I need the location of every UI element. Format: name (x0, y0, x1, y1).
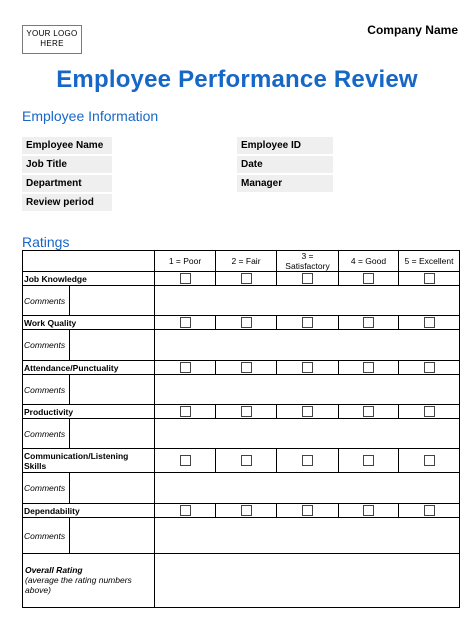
rating-checkbox[interactable] (180, 455, 191, 466)
rating-cell (216, 272, 277, 286)
rating-cell (155, 449, 216, 473)
scale-poor: 1 = Poor (155, 251, 216, 272)
ratings-header-row (23, 251, 460, 272)
rating-cell (155, 504, 216, 518)
comments-row (23, 419, 460, 449)
rating-cell (155, 361, 216, 375)
rating-cell (277, 504, 339, 518)
comments-label-cell (23, 330, 155, 361)
criterion-label: Communication/Listening Skills (23, 449, 155, 473)
comments-field[interactable] (155, 375, 460, 405)
rating-cell (399, 504, 460, 518)
criterion-label: Job Knowledge (23, 272, 155, 286)
criterion-label: Productivity (23, 405, 155, 419)
rating-checkbox[interactable] (180, 406, 191, 417)
field-job-title: Job Title (22, 156, 112, 173)
rating-checkbox[interactable] (424, 273, 435, 284)
rating-checkbox[interactable] (424, 317, 435, 328)
comments-label: Comments (23, 473, 70, 503)
rating-checkbox[interactable] (363, 273, 374, 284)
rating-checkbox[interactable] (241, 406, 252, 417)
rating-cell (339, 504, 399, 518)
rating-cell (155, 405, 216, 419)
criterion-row (23, 316, 460, 330)
rating-checkbox[interactable] (180, 505, 191, 516)
rating-cell (155, 272, 216, 286)
rating-checkbox[interactable] (241, 455, 252, 466)
rating-cell (339, 316, 399, 330)
criterion-label: Attendance/Punctuality (23, 361, 155, 375)
rating-cell (339, 272, 399, 286)
rating-checkbox[interactable] (424, 505, 435, 516)
field-manager: Manager (237, 175, 333, 192)
rating-checkbox[interactable] (424, 362, 435, 373)
rating-checkbox[interactable] (302, 273, 313, 284)
employee-info-heading: Employee Information (22, 108, 159, 124)
comments-label-cell (23, 518, 155, 554)
scale-excellent: 5 = Excellent (399, 251, 460, 272)
scale-fair: 2 = Fair (216, 251, 277, 272)
rating-cell (216, 316, 277, 330)
comments-row (23, 518, 460, 554)
criterion-row (23, 504, 460, 518)
criterion-row (23, 405, 460, 419)
rating-checkbox[interactable] (424, 406, 435, 417)
rating-checkbox[interactable] (302, 406, 313, 417)
rating-checkbox[interactable] (180, 273, 191, 284)
rating-checkbox[interactable] (241, 317, 252, 328)
comments-label-cell (23, 419, 155, 449)
comments-label-cell (23, 375, 155, 405)
rating-checkbox[interactable] (302, 362, 313, 373)
comments-field[interactable] (155, 473, 460, 504)
comments-row (23, 473, 460, 504)
rating-cell (277, 449, 339, 473)
criterion-row (23, 361, 460, 375)
rating-cell (339, 405, 399, 419)
rating-cell (399, 272, 460, 286)
criterion-label: Dependability (23, 504, 155, 518)
rating-checkbox[interactable] (363, 505, 374, 516)
ratings-table (22, 250, 460, 608)
comments-field[interactable] (155, 518, 460, 554)
overall-rating-label-cell (23, 554, 155, 608)
comments-row (23, 286, 460, 316)
comments-row (23, 330, 460, 361)
field-employee-name: Employee Name (22, 137, 112, 154)
rating-checkbox[interactable] (363, 406, 374, 417)
rating-cell (277, 272, 339, 286)
rating-cell (399, 405, 460, 419)
comments-label-cell (23, 473, 155, 504)
criterion-row (23, 449, 460, 473)
comments-label: Comments (23, 375, 70, 404)
comments-field[interactable] (155, 419, 460, 449)
rating-cell (399, 449, 460, 473)
overall-rating-field[interactable] (155, 554, 460, 608)
rating-checkbox[interactable] (302, 455, 313, 466)
page-title: Employee Performance Review (56, 66, 418, 93)
rating-cell (216, 361, 277, 375)
rating-checkbox[interactable] (302, 505, 313, 516)
overall-rating-row (23, 554, 460, 608)
rating-cell (399, 316, 460, 330)
rating-cell (216, 405, 277, 419)
rating-cell (155, 316, 216, 330)
scale-satisfactory: 3 = Satisfactory (277, 251, 339, 272)
rating-cell (399, 361, 460, 375)
rating-checkbox[interactable] (241, 505, 252, 516)
rating-cell (277, 361, 339, 375)
rating-cell (277, 405, 339, 419)
comments-field[interactable] (155, 330, 460, 361)
criterion-row (23, 272, 460, 286)
logo-placeholder: YOUR LOGO HERE (22, 25, 82, 54)
scale-good: 4 = Good (339, 251, 399, 272)
rating-cell (339, 449, 399, 473)
rating-checkbox[interactable] (363, 317, 374, 328)
rating-checkbox[interactable] (363, 362, 374, 373)
rating-checkbox[interactable] (241, 362, 252, 373)
comments-field[interactable] (155, 286, 460, 316)
header-blank-cell (23, 251, 155, 272)
comments-label: Comments (23, 330, 70, 360)
rating-checkbox[interactable] (363, 455, 374, 466)
comments-row (23, 375, 460, 405)
company-name: Company Name (367, 23, 458, 37)
rating-cell (216, 449, 277, 473)
rating-checkbox[interactable] (180, 317, 191, 328)
field-employee-id: Employee ID (237, 137, 333, 154)
comments-label: Comments (23, 286, 70, 315)
rating-checkbox[interactable] (302, 317, 313, 328)
comments-label: Comments (23, 518, 70, 553)
ratings-heading: Ratings (22, 234, 70, 250)
rating-checkbox[interactable] (180, 362, 191, 373)
field-date: Date (237, 156, 333, 173)
comments-label-cell (23, 286, 155, 316)
rating-cell (216, 504, 277, 518)
rating-checkbox[interactable] (424, 455, 435, 466)
rating-checkbox[interactable] (241, 273, 252, 284)
field-review-period: Review period (22, 194, 112, 211)
rating-cell (277, 316, 339, 330)
rating-cell (339, 361, 399, 375)
comments-label: Comments (23, 419, 70, 448)
field-department: Department (22, 175, 112, 192)
overall-rating-note: (average the rating numbers above) (25, 575, 132, 595)
overall-rating-title: Overall Rating (25, 565, 83, 575)
criterion-label: Work Quality (23, 316, 155, 330)
